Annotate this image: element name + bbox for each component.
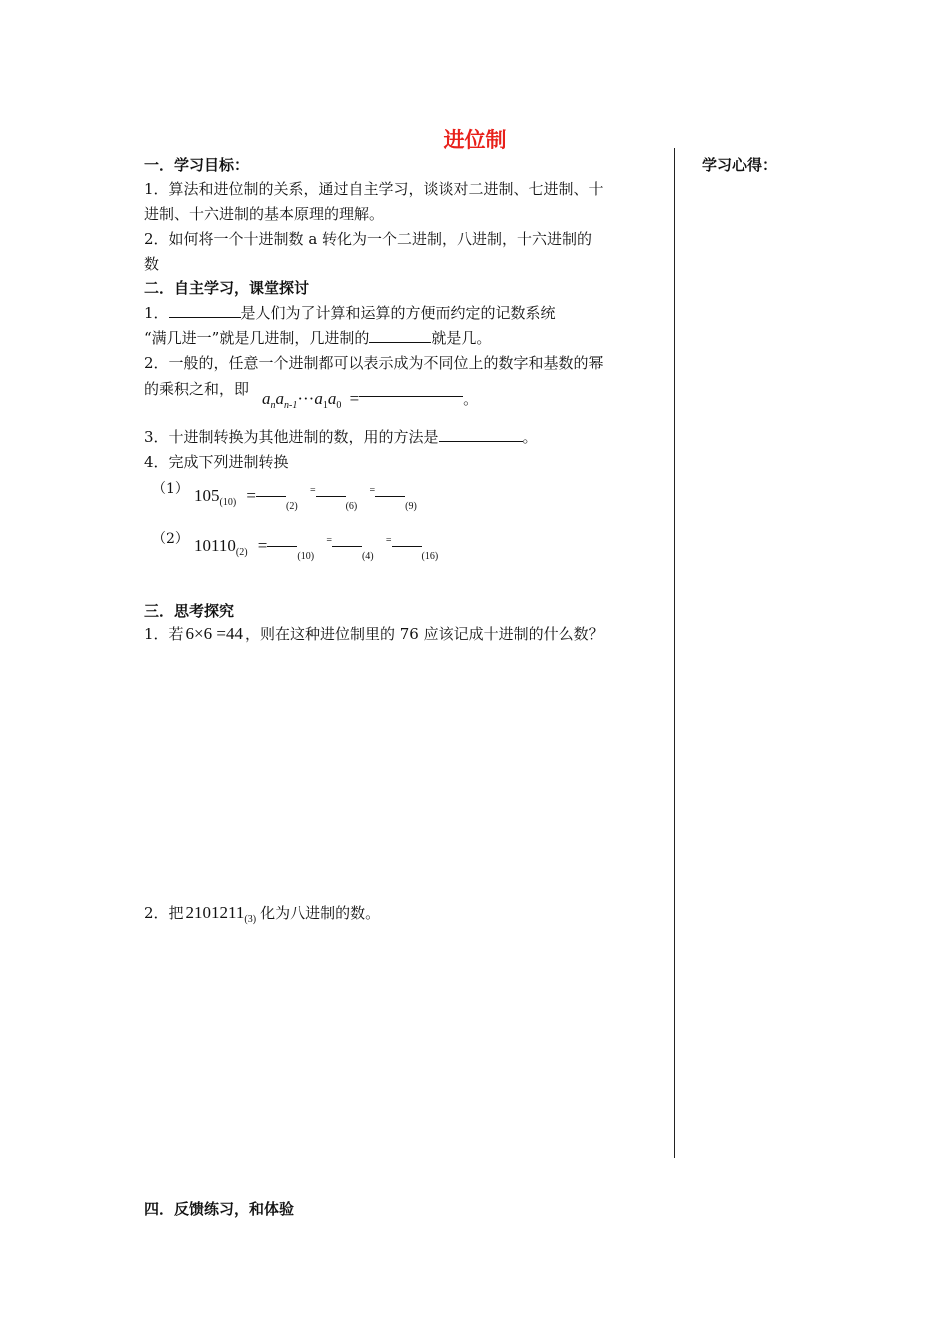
question-prefix: 1．	[144, 304, 169, 322]
answer-blank[interactable]	[375, 486, 405, 497]
equation: 6×6 =44	[185, 624, 243, 643]
question-2-2-line2: 的乘积之和，即	[144, 380, 250, 398]
digit-expansion-formula: $a_na_{n-1}\cdot\cdot\cdot a_1a_0$ = 。	[262, 386, 478, 409]
question-text: 3．十进制转换为其他进制的数，用的方法是	[144, 428, 439, 446]
question-text: “满几进一”就是几进制，几进制的	[144, 329, 370, 347]
column-divider	[674, 148, 675, 1158]
question-3-2: 2．把 $2101211_{(3)}$ 化为八进制的数。	[144, 903, 381, 925]
notes-heading: 学习心得：	[702, 156, 778, 174]
section1-line1: 1．算法和进位制的关系，通过自主学习，谈谈对二进制、七进制、十	[144, 180, 604, 198]
answer-blank[interactable]	[316, 486, 346, 497]
answer-blank[interactable]	[256, 486, 286, 497]
question-2-1b	[144, 327, 491, 348]
section1-heading: 一．学习目标：	[144, 156, 250, 174]
question-2-2-line1: 2．一般的，任意一个进制都可以表示成为不同位上的数字和基数的幂	[144, 354, 604, 372]
question-2-3: 3．十进制转换为其他进制的数，用的方法是 。	[144, 428, 538, 446]
section1-line3: 2．如何将一个十进制数 a 转化为一个二进制，八进制，十六进制的	[144, 230, 593, 248]
section2-heading: 二．自主学习，课堂探讨	[144, 279, 310, 297]
section3-heading: 三．思考探究	[144, 602, 235, 620]
question-text: 就是几。	[431, 329, 492, 347]
section1-line4: 数	[144, 255, 160, 273]
section1-line2: 进制、十六进制的基本原理的理解。	[144, 205, 385, 223]
answer-blank[interactable]	[169, 303, 241, 318]
answer-blank[interactable]	[369, 328, 431, 343]
question-text: 是人们为了计算和运算的方便而约定的记数系统	[240, 304, 556, 322]
conversion-2-label: （2）	[152, 531, 189, 547]
conversion-2: $10110_{(2)} =_{(10)}$ =$_{(4)}$ =$_{(16)}$	[194, 535, 439, 562]
question-2-1	[144, 302, 556, 323]
answer-blank[interactable]	[332, 536, 362, 547]
question-2-4: 4．完成下列进制转换	[144, 453, 289, 471]
question-3-1: 1．若 6×6 =44 ，则在这种进位制里的 76 应该记成十进制的什么数？	[144, 624, 604, 643]
answer-blank[interactable]	[267, 536, 297, 547]
section4-heading: 四．反馈练习，和体验	[144, 1200, 295, 1218]
conversion-1-label: （1）	[152, 481, 189, 497]
answer-blank[interactable]	[359, 386, 463, 397]
answer-blank[interactable]	[439, 427, 523, 442]
page-title: 进位制	[443, 128, 507, 152]
answer-blank[interactable]	[392, 536, 422, 547]
conversion-1: $105_{(10)} =_{(2)}$ =$_{(6)}$ =$_{(9)}$	[194, 485, 417, 512]
